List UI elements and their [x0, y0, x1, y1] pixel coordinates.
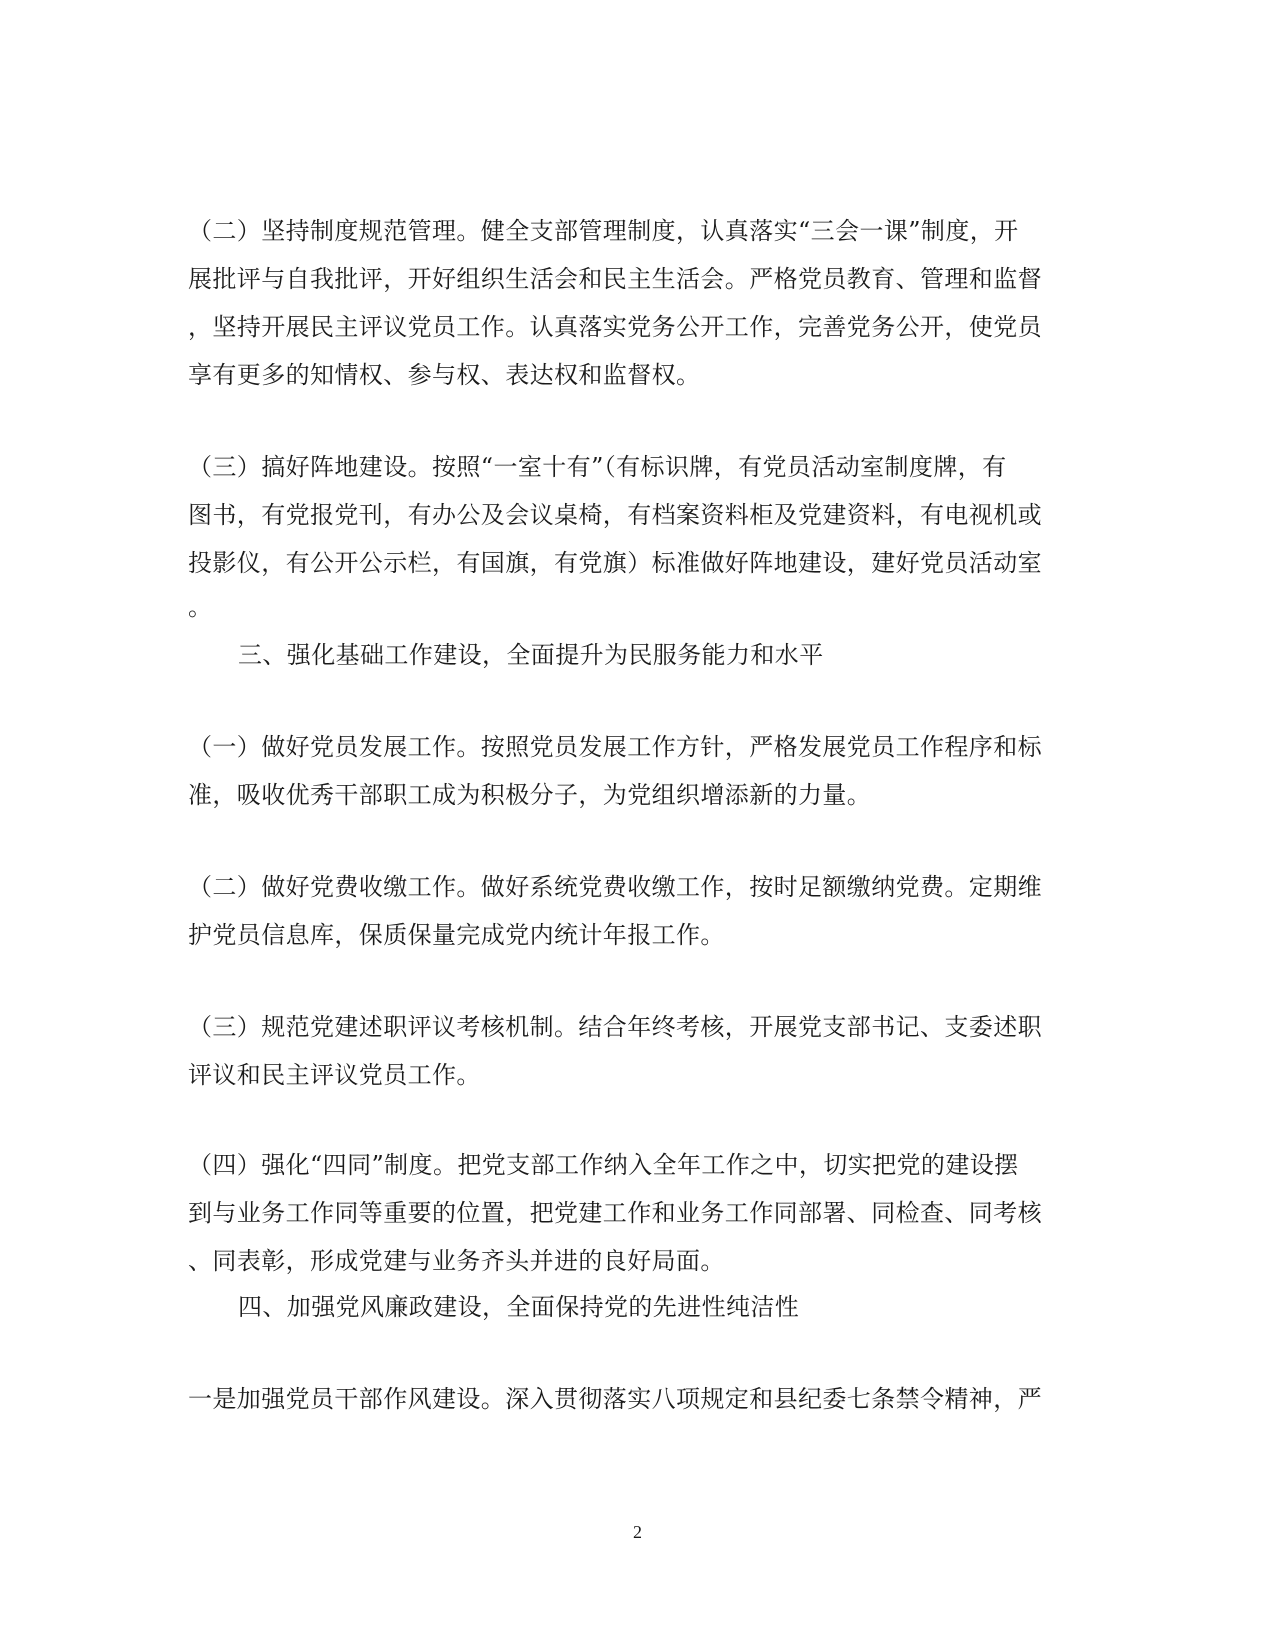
paragraph-line: 一是加强党员干部作风建设。深入贯彻落实八项规定和县纪委七条禁令精神，严 [188, 1385, 1042, 1413]
paragraph-line: 图书，有党报党刊，有办公及会议桌椅，有档案资料柜及党建资料，有电视机或 [188, 501, 1042, 529]
paragraph-line: （二）坚持制度规范管理。健全支部管理制度，认真落实“三会一课”制度，开 [188, 217, 1019, 245]
paragraph-line: 评议和民主评议党员工作。 [188, 1061, 481, 1089]
section-heading: 四、加强党风廉政建设，全面保持党的先进性纯洁性 [238, 1293, 800, 1321]
paragraph-line: 护党员信息库，保质保量完成党内统计年报工作。 [188, 921, 725, 949]
paragraph-line: （三）规范党建述职评议考核机制。结合年终考核，开展党支部书记、支委述职 [188, 1013, 1042, 1041]
paragraph-line: （一）做好党员发展工作。按照党员发展工作方针，严格发展党员工作程序和标 [188, 733, 1042, 761]
paragraph-line: 、同表彰，形成党建与业务齐头并进的良好局面。 [188, 1247, 725, 1275]
paragraph-line: （四）强化“四同”制度。把党支部工作纳入全年工作之中，切实把党的建设摆 [188, 1151, 1019, 1179]
paragraph-line: 。 [188, 593, 213, 621]
page-number: 2 [633, 1522, 642, 1542]
paragraph-line: （二）做好党费收缴工作。做好系统党费收缴工作，按时足额缴纳党费。定期维 [188, 873, 1042, 901]
paragraph-line: （三）搞好阵地建设。按照“一室十有”（有标识牌，有党员活动室制度牌，有 [188, 453, 1007, 481]
section-heading: 三、强化基础工作建设，全面提升为民服务能力和水平 [238, 641, 824, 669]
paragraph-line: ，坚持开展民主评议党员工作。认真落实党务公开工作，完善党务公开，使党员 [188, 313, 1042, 341]
paragraph-line: 享有更多的知情权、参与权、表达权和监督权。 [188, 361, 701, 389]
paragraph-line: 投影仪，有公开公示栏，有国旗，有党旗）标准做好阵地建设，建好党员活动室 [188, 549, 1042, 577]
paragraph-line: 准，吸收优秀干部职工成为积极分子，为党组织增添新的力量。 [188, 781, 872, 809]
paragraph-line: 到与业务工作同等重要的位置，把党建工作和业务工作同部署、同检查、同考核 [188, 1199, 1042, 1227]
paragraph-line: 展批评与自我批评，开好组织生活会和民主生活会。严格党员教育、管理和监督 [188, 265, 1042, 293]
